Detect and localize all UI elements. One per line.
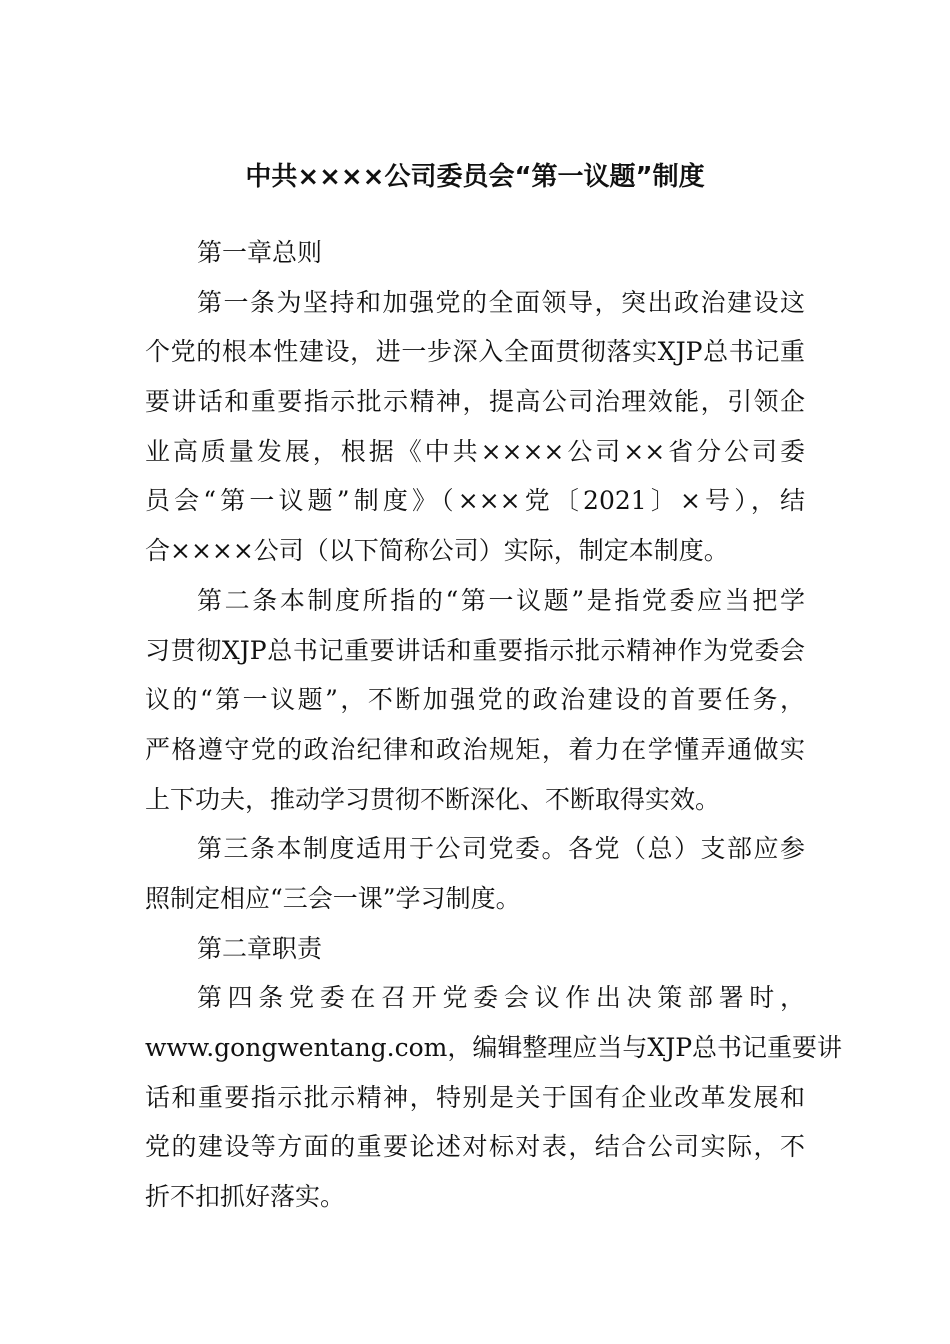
text-line: 党的建设等方面的重要论述对标对表，结合公司实际，不 — [145, 1132, 805, 1162]
text-line: 第三条本制度适用于公司党委。各党（总）支部应参 — [197, 834, 805, 864]
text-line: 上下功夫，推动学习贯彻不断深化、不断取得实效。 — [145, 784, 721, 814]
text-line: 议的“第一议题”，不断加强党的政治建设的首要任务， — [145, 685, 805, 715]
document-title: 中共××××公司委员会“第一议题”制度 — [245, 162, 705, 192]
text-line: 第二章职责 — [197, 933, 323, 963]
text-line: 话和重要指示批示精神，特别是关于国有企业改革发展和 — [145, 1082, 805, 1112]
text-line: 第一条为坚持和加强党的全面领导，突出政治建设这 — [197, 287, 805, 317]
text-line: 严格遵守党的政治纪律和政治规矩，着力在学懂弄通做实 — [145, 734, 805, 764]
text-line: 照制定相应“三会一课”学习制度。 — [145, 883, 521, 913]
text-line: 员会“第一议题”制度》（×××党〔2021〕×号），结 — [145, 486, 805, 516]
text-line: 习贯彻XJP总书记重要讲话和重要指示批示精神作为党委会 — [145, 635, 805, 665]
text-line: www.gongwentang.com，编辑整理应当与XJP总书记重要讲 — [145, 1033, 843, 1062]
text-line: 第一章总则 — [197, 238, 323, 267]
text-line: 合××××公司（以下简称公司）实际，制定本制度。 — [145, 536, 729, 566]
text-line: 要讲话和重要指示批示精神，提高公司治理效能，引领企 — [145, 387, 805, 417]
document-body — [145, 228, 843, 1222]
text-line: 折不扣抓好落实。 — [145, 1182, 346, 1212]
text-line: 第四条党委在召开党委会议作出决策部署时， — [197, 983, 805, 1013]
text-line: 个党的根本性建设，进一步深入全面贯彻落实XJP总书记重 — [145, 337, 805, 367]
text-line: 第二条本制度所指的“第一议题”是指党委应当把学 — [197, 585, 805, 615]
text-line: 业高质量发展，根据《中共××××公司××省分公司委 — [145, 436, 805, 466]
